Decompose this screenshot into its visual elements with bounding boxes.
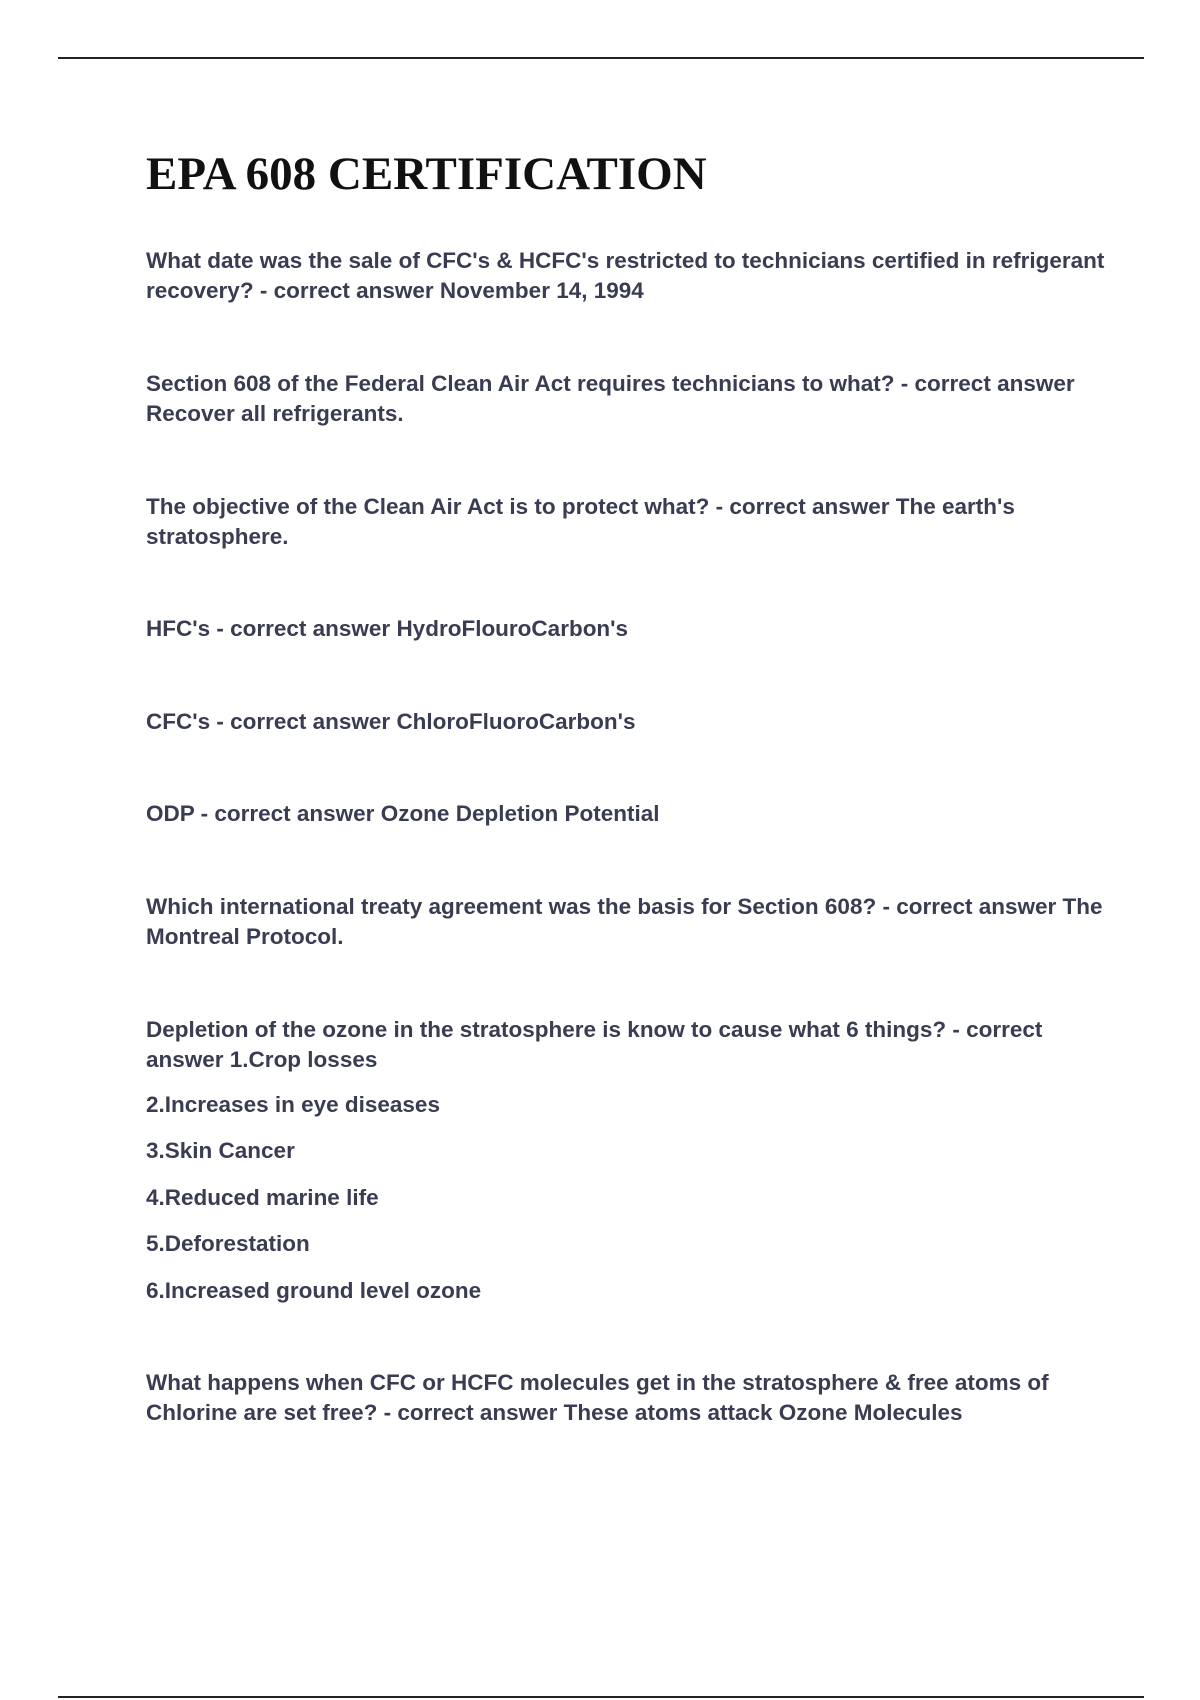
answer-separator: - correct answer	[194, 801, 381, 826]
qa-entry-ozone-depletion	[146, 1015, 1106, 1075]
qa-entry-clean-air-act	[146, 492, 1106, 552]
top-rule	[58, 57, 1144, 59]
answer-text: The Montreal Protocol.	[146, 894, 1103, 949]
answer-separator: - correct answer	[377, 1400, 564, 1425]
question-text: What date was the sale of CFC's & HCFC's restricted to technicians certified in refrigerant recovery?	[146, 248, 1105, 303]
question-text: CFC's	[146, 709, 211, 734]
answer-separator: - correct answer	[876, 894, 1063, 919]
question-text: ODP	[146, 801, 195, 826]
qa-entry-odp	[146, 799, 1106, 829]
answer-text: These atoms attack Ozone Molecules	[563, 1400, 963, 1425]
answer-text: The earth's stratosphere.	[146, 494, 1015, 549]
answer-separator: - correct answer	[709, 494, 896, 519]
answer-list-item: 2.Increases in eye diseases	[146, 1092, 440, 1117]
answer-separator: - correct answer	[253, 278, 440, 303]
question-text: What happens when CFC or HCFC molecules get in the stratosphere & free atoms of Chlorine are set free?	[146, 1370, 1049, 1425]
qa-entry-cfc	[146, 707, 1106, 737]
qa-entry-chlorine-atoms	[146, 1368, 1106, 1428]
answer-text: Ozone Depletion Potential	[380, 801, 660, 826]
qa-entry-hfc	[146, 614, 1106, 644]
answer-separator: - correct answer	[210, 616, 397, 641]
answer-separator: - correct answer	[210, 709, 397, 734]
answer-text: HydroFlouroCarbon's	[396, 616, 629, 641]
answer-text: 1.Crop losses	[229, 1047, 378, 1072]
qa-entry-section-608	[146, 369, 1106, 429]
answer-list-item: 5.Deforestation	[146, 1231, 310, 1256]
answer-text: ChloroFluoroCarbon's	[396, 709, 636, 734]
bottom-rule	[58, 1696, 1144, 1698]
qa-entry-sale-restriction	[146, 246, 1106, 306]
question-text: Section 608 of the Federal Clean Air Act requires technicians to what?	[146, 371, 895, 396]
answer-text: Recover all refrigerants.	[146, 401, 404, 426]
question-text: The objective of the Clean Air Act is to protect what?	[146, 494, 710, 519]
answer-list-item: 4.Reduced marine life	[146, 1185, 379, 1210]
document-title: EPA 608 CERTIFICATION	[146, 148, 707, 200]
answer-list-item: 6.Increased ground level ozone	[146, 1278, 482, 1303]
answer-list-item: 3.Skin Cancer	[146, 1138, 295, 1163]
answer-separator: - correct answer	[146, 1017, 1043, 1072]
answer-text: November 14, 1994	[439, 278, 644, 303]
question-text: Depletion of the ozone in the stratosphere is know to cause what 6 things?	[146, 1017, 947, 1042]
answer-separator: - correct answer	[894, 371, 1075, 396]
qa-entry-treaty	[146, 892, 1106, 952]
question-text: Which international treaty agreement was the basis for Section 608?	[146, 894, 877, 919]
question-text: HFC's	[146, 616, 211, 641]
